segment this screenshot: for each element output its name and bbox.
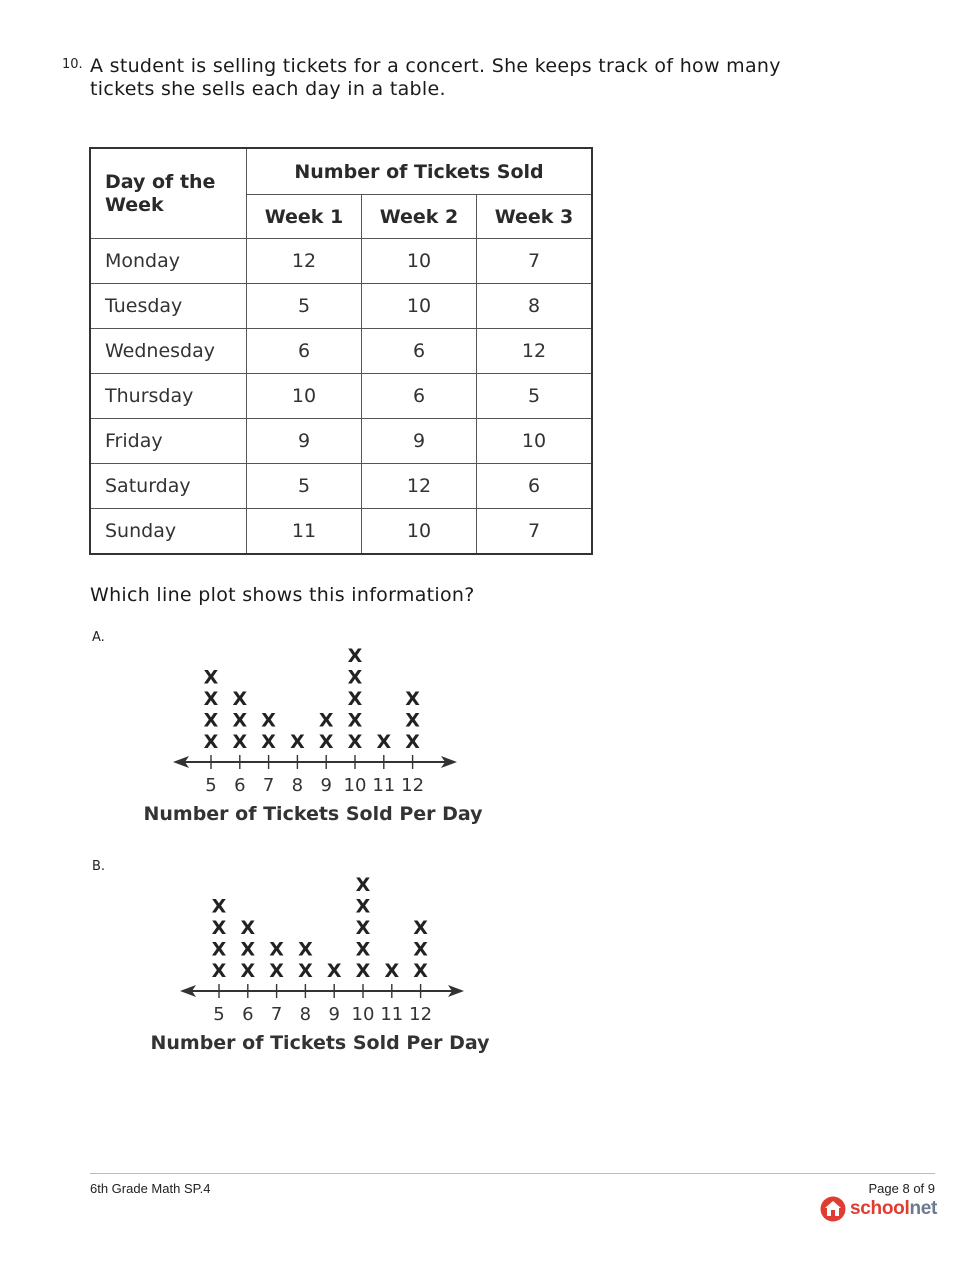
data-mark-x: X [203,709,219,732]
data-mark-x: X [203,688,219,710]
footer-divider [90,1173,935,1174]
value-cell: 5 [247,284,362,329]
tick-label: 11 [372,775,396,796]
day-cell: Wednesday [90,329,247,374]
value-cell: 6 [247,329,362,374]
data-mark-x: X [298,960,313,982]
data-mark-x: X [318,709,334,732]
day-cell: Monday [90,239,247,284]
data-mark-x: X [355,960,371,982]
tick-label: 11 [380,1004,404,1025]
value-cell: 10 [362,509,477,555]
data-mark-x: X [405,688,420,710]
data-mark-x: X [347,709,363,732]
footer-course: 6th Grade Math SP.4 [90,1181,211,1196]
value-cell: 10 [362,284,477,329]
data-mark-x: X [413,960,428,982]
tick-label: 6 [242,1004,254,1025]
tick-label: 8 [299,1004,312,1025]
value-cell: 9 [247,419,362,464]
data-mark-x: X [326,960,342,982]
value-cell: 8 [477,284,593,329]
value-cell: 6 [362,329,477,374]
data-mark-x: X [290,731,305,753]
data-mark-x: X [211,917,227,939]
data-mark-x: X [384,960,400,982]
data-mark-x: X [318,731,334,753]
data-mark-x: X [211,938,227,961]
week-3-header: Week 3 [477,195,593,239]
option-a-label[interactable]: A. [92,630,105,645]
value-cell: 10 [362,239,477,284]
question-text: A student is selling tickets for a concert. She keeps track of how many tickets she sells each day in a table. [90,55,781,100]
tick-label: 5 [205,775,217,796]
data-mark-x: X [269,960,284,982]
data-mark-x: X [232,731,248,753]
value-cell: 5 [247,464,362,509]
value-cell: 10 [247,374,362,419]
tickets-sold-header: Number of Tickets Sold [247,148,593,195]
data-mark-x: X [211,960,227,982]
day-cell: Sunday [90,509,247,555]
value-cell: 7 [477,509,593,555]
data-mark-x: X [405,731,420,753]
schoolnet-logo [820,1195,937,1223]
day-cell: Thursday [90,374,247,419]
data-mark-x: X [355,917,371,939]
logo-text [850,1198,937,1220]
tick-label: 7 [262,775,275,796]
data-mark-x: X [376,731,392,753]
tick-label: 6 [234,775,246,796]
data-mark-x: X [355,895,371,918]
data-mark-x: X [347,731,363,753]
option-b-label[interactable]: B. [92,859,106,874]
data-mark-x: X [203,731,219,753]
data-mark-x: X [261,731,276,753]
data-mark-x: X [347,666,363,689]
day-of-week-header: Day of the Week [90,148,247,239]
data-mark-x: X [413,938,428,961]
question-prompt: Which line plot shows this information? [90,584,475,606]
plot-title: Number of Tickets Sold Per Day [143,803,483,825]
week-2-header: Week 2 [362,195,477,239]
data-mark-x: X [240,938,256,961]
question-number: 10. [62,57,83,72]
plot-title: Number of Tickets Sold Per Day [150,1032,490,1054]
week-1-header: Week 1 [247,195,362,239]
value-cell: 11 [247,509,362,555]
day-cell: Friday [90,419,247,464]
logo-text-net: net [909,1198,938,1219]
logo-text-school: school [850,1198,910,1219]
data-mark-x: X [240,960,256,982]
tick-label: 10 [343,775,367,796]
tick-label: 9 [328,1004,340,1025]
data-mark-x: X [347,688,363,710]
value-cell: 6 [477,464,593,509]
house-icon [820,1196,846,1222]
data-mark-x: X [405,709,420,732]
data-mark-x: X [232,688,248,710]
value-cell: 7 [477,239,593,284]
tick-label: 10 [351,1004,375,1025]
tick-label: 12 [409,1004,433,1025]
value-cell: 12 [477,329,593,374]
data-mark-x: X [261,709,276,732]
value-cell: 9 [362,419,477,464]
tick-label: 9 [320,775,332,796]
data-mark-x: X [355,874,371,896]
tick-label: 5 [213,1004,225,1025]
tick-label: 8 [291,775,304,796]
tick-label: 12 [401,775,425,796]
tick-label: 7 [270,1004,283,1025]
day-cell: Saturday [90,464,247,509]
data-mark-x: X [413,917,428,939]
value-cell: 6 [362,374,477,419]
data-mark-x: X [298,938,313,961]
data-mark-x: X [211,895,227,918]
footer-page-number: Page 8 of 9 [868,1181,935,1196]
data-mark-x: X [203,666,219,689]
data-mark-x: X [232,709,248,732]
data-mark-x: X [269,938,284,961]
value-cell: 12 [362,464,477,509]
data-mark-x: X [355,938,371,961]
day-cell: Tuesday [90,284,247,329]
value-cell: 10 [477,419,593,464]
data-mark-x: X [240,917,256,939]
value-cell: 5 [477,374,593,419]
value-cell: 12 [247,239,362,284]
data-mark-x: X [347,645,363,667]
